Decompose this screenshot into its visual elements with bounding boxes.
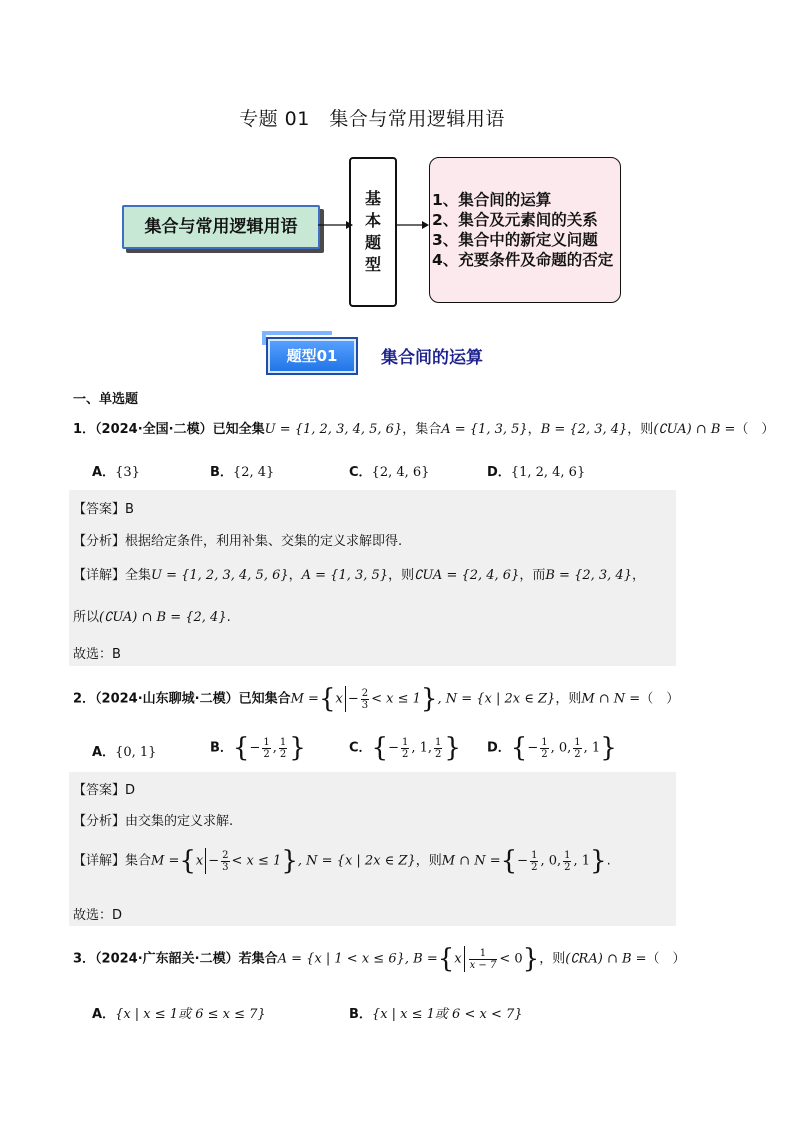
q2-option-d: D．{− $\frac{1}{2}$ , 0, $\frac{1}{2}$ , 1} <box>487 733 617 763</box>
fraction-denominator: 3 <box>361 699 369 711</box>
option-value: {3} <box>115 465 140 480</box>
diagram-item: 1、集合间的运算 <box>432 191 552 209</box>
fraction-numerator: 2 <box>361 687 369 699</box>
text: ，则 <box>415 853 442 869</box>
question-expression: (∁RA) ∩ B = <box>565 951 647 967</box>
text: 【详解】集合 <box>73 853 152 869</box>
text: ，则 <box>627 422 654 437</box>
option-value: {2, 4, 6} <box>371 465 430 480</box>
diagram-middle-char: 本 <box>364 211 381 230</box>
diagram-middle-char: 题 <box>364 233 381 252</box>
text: 所以 <box>73 610 100 625</box>
option-label: A． <box>92 1007 116 1022</box>
set-a: A = {x | 1 < x ≤ 6} <box>277 951 405 967</box>
answer-blank: （ ） <box>735 422 775 437</box>
q2-detail: 【详解】集合M ={x − $\frac{2}{3}$ < x ≤ 1}, N = {x | 2x ∈ Z}，则M ∩ N ={− $\frac{1}{2}$ , 0, $\frac{1}{2}$ , 1}. <box>73 846 611 876</box>
diagram-item: 3、集合中的新定义问题 <box>432 231 598 249</box>
option-value: {0, 1} <box>115 745 157 760</box>
option-label: B． <box>210 740 233 756</box>
q1-conclusion <box>73 606 231 625</box>
text: ，而 <box>519 568 546 583</box>
question-2-source: 2．（2024·山东聊城·二模）已知集合 <box>73 691 291 707</box>
set-u: U = {1, 2, 3, 4, 5, 6} <box>264 422 403 437</box>
subsection-heading: 一、单选题 <box>73 392 139 407</box>
option-label: D． <box>487 465 511 480</box>
q1-detail <box>73 564 645 583</box>
option-label: B． <box>349 1007 372 1022</box>
option-value: {x | x ≤ 1或 6 ≤ x ≤ 7} <box>115 1007 266 1022</box>
diagram-middle-char: 型 <box>364 255 381 274</box>
option-value: {2, 4} <box>232 465 275 480</box>
q1-analysis: 【分析】根据给定条件，利用补集、交集的定义求解即得. <box>73 534 403 549</box>
math: A = {1, 3, 5} <box>301 568 389 583</box>
answer-blank: （ ） <box>640 691 680 707</box>
option-label: A． <box>92 465 116 480</box>
q2-choose: 故选：D <box>73 908 123 923</box>
q1-option-a <box>92 461 140 480</box>
q2-analysis: 【分析】由交集的定义求解. <box>73 814 234 829</box>
option-label: B． <box>210 465 233 480</box>
q2-option-b: B．{− $\frac{1}{2}$ , $\frac{1}{2}$ } <box>210 733 306 763</box>
q2-answer: 【答案】D <box>73 783 136 798</box>
set-b: , B = <box>404 951 438 967</box>
q1-option-c <box>349 461 429 480</box>
option-label: D． <box>487 740 511 756</box>
set-n: , N = {x | 2x ∈ Z} <box>437 691 556 707</box>
math: ∁UA = {2, 4, 6} <box>414 568 520 583</box>
q1-option-b <box>210 461 274 480</box>
option-label: A． <box>92 745 116 760</box>
option-value: {1, 2, 4, 6} <box>510 465 586 480</box>
text: ，集合 <box>402 422 442 437</box>
question-3-source: 3．（2024·广东韶关·二模）若集合 <box>73 951 278 967</box>
q2-option-c: C．{− $\frac{1}{2}$ , 1, $\frac{1}{2}$ } <box>349 733 461 763</box>
option-label: C． <box>349 740 372 756</box>
set-m: M = <box>290 691 319 707</box>
q1-choose: 故选：B <box>73 647 121 662</box>
text: ， <box>631 568 645 583</box>
math: B = {2, 3, 4} <box>545 568 632 583</box>
text: . <box>226 610 231 625</box>
text: ，则 <box>555 691 582 707</box>
math: U = {1, 2, 3, 4, 5, 6} <box>151 568 289 583</box>
set-b: B = {2, 3, 4} <box>540 422 628 437</box>
math: , N = {x | 2x ∈ Z} <box>297 853 416 869</box>
answer-blank: （ ） <box>646 951 686 967</box>
option-label: C． <box>349 465 372 480</box>
q2-option-a <box>92 741 156 760</box>
section-tag: 题型01 <box>266 337 358 375</box>
set-a: A = {1, 3, 5} <box>441 422 528 437</box>
question-expression: (∁UA) ∩ B = <box>653 422 736 437</box>
question-3-stem: 3．（2024·广东韶关·二模）若集合A = {x | 1 < x ≤ 6}, B ={x $\frac{1}{x - 7}$ < 0}，则(∁RA) ∩ B =（ ） <box>73 944 686 974</box>
section-title: 集合间的运算 <box>381 348 483 368</box>
text: ， <box>527 422 541 437</box>
question-1-stem <box>73 418 774 437</box>
q1-option-d <box>487 461 585 480</box>
math: (∁UA) ∩ B = {2, 4} <box>99 610 227 625</box>
option-value: {x | x ≤ 1或 6 < x < 7} <box>371 1007 523 1022</box>
question-1-source: 1．（2024·全国·二模）已知全集 <box>73 422 265 437</box>
q3-option-b <box>349 1003 523 1022</box>
diagram-main-topic: 集合与常用逻辑用语 <box>122 205 320 249</box>
text: ，则 <box>539 951 566 967</box>
text: 【详解】全集 <box>73 568 152 583</box>
diagram-item: 2、集合及元素间的关系 <box>432 211 598 229</box>
text: ， <box>288 568 302 583</box>
math: M ∩ N = <box>441 853 501 869</box>
q3-option-a <box>92 1003 266 1022</box>
q1-answer: 【答案】B <box>73 502 134 517</box>
fraction-denominator: x − 7 <box>469 959 497 971</box>
text: ，则 <box>388 568 415 583</box>
question-expression: M ∩ N = <box>581 691 641 707</box>
fraction-numerator: 1 <box>469 948 498 960</box>
page-title: 专题 01 集合与常用逻辑用语 <box>239 108 505 130</box>
question-2-stem: 2．（2024·山东聊城·二模）已知集合M ={x − $\frac{2}{3}$ < x ≤ 1}, N = {x | 2x ∈ Z}，则M ∩ N =（ ） <box>73 684 680 714</box>
diagram-type-list <box>429 157 621 303</box>
diagram-item: 4、充要条件及命题的否定 <box>432 251 614 269</box>
diagram-middle-char: 基 <box>364 189 381 208</box>
diagram-basic-types-box <box>349 157 397 307</box>
